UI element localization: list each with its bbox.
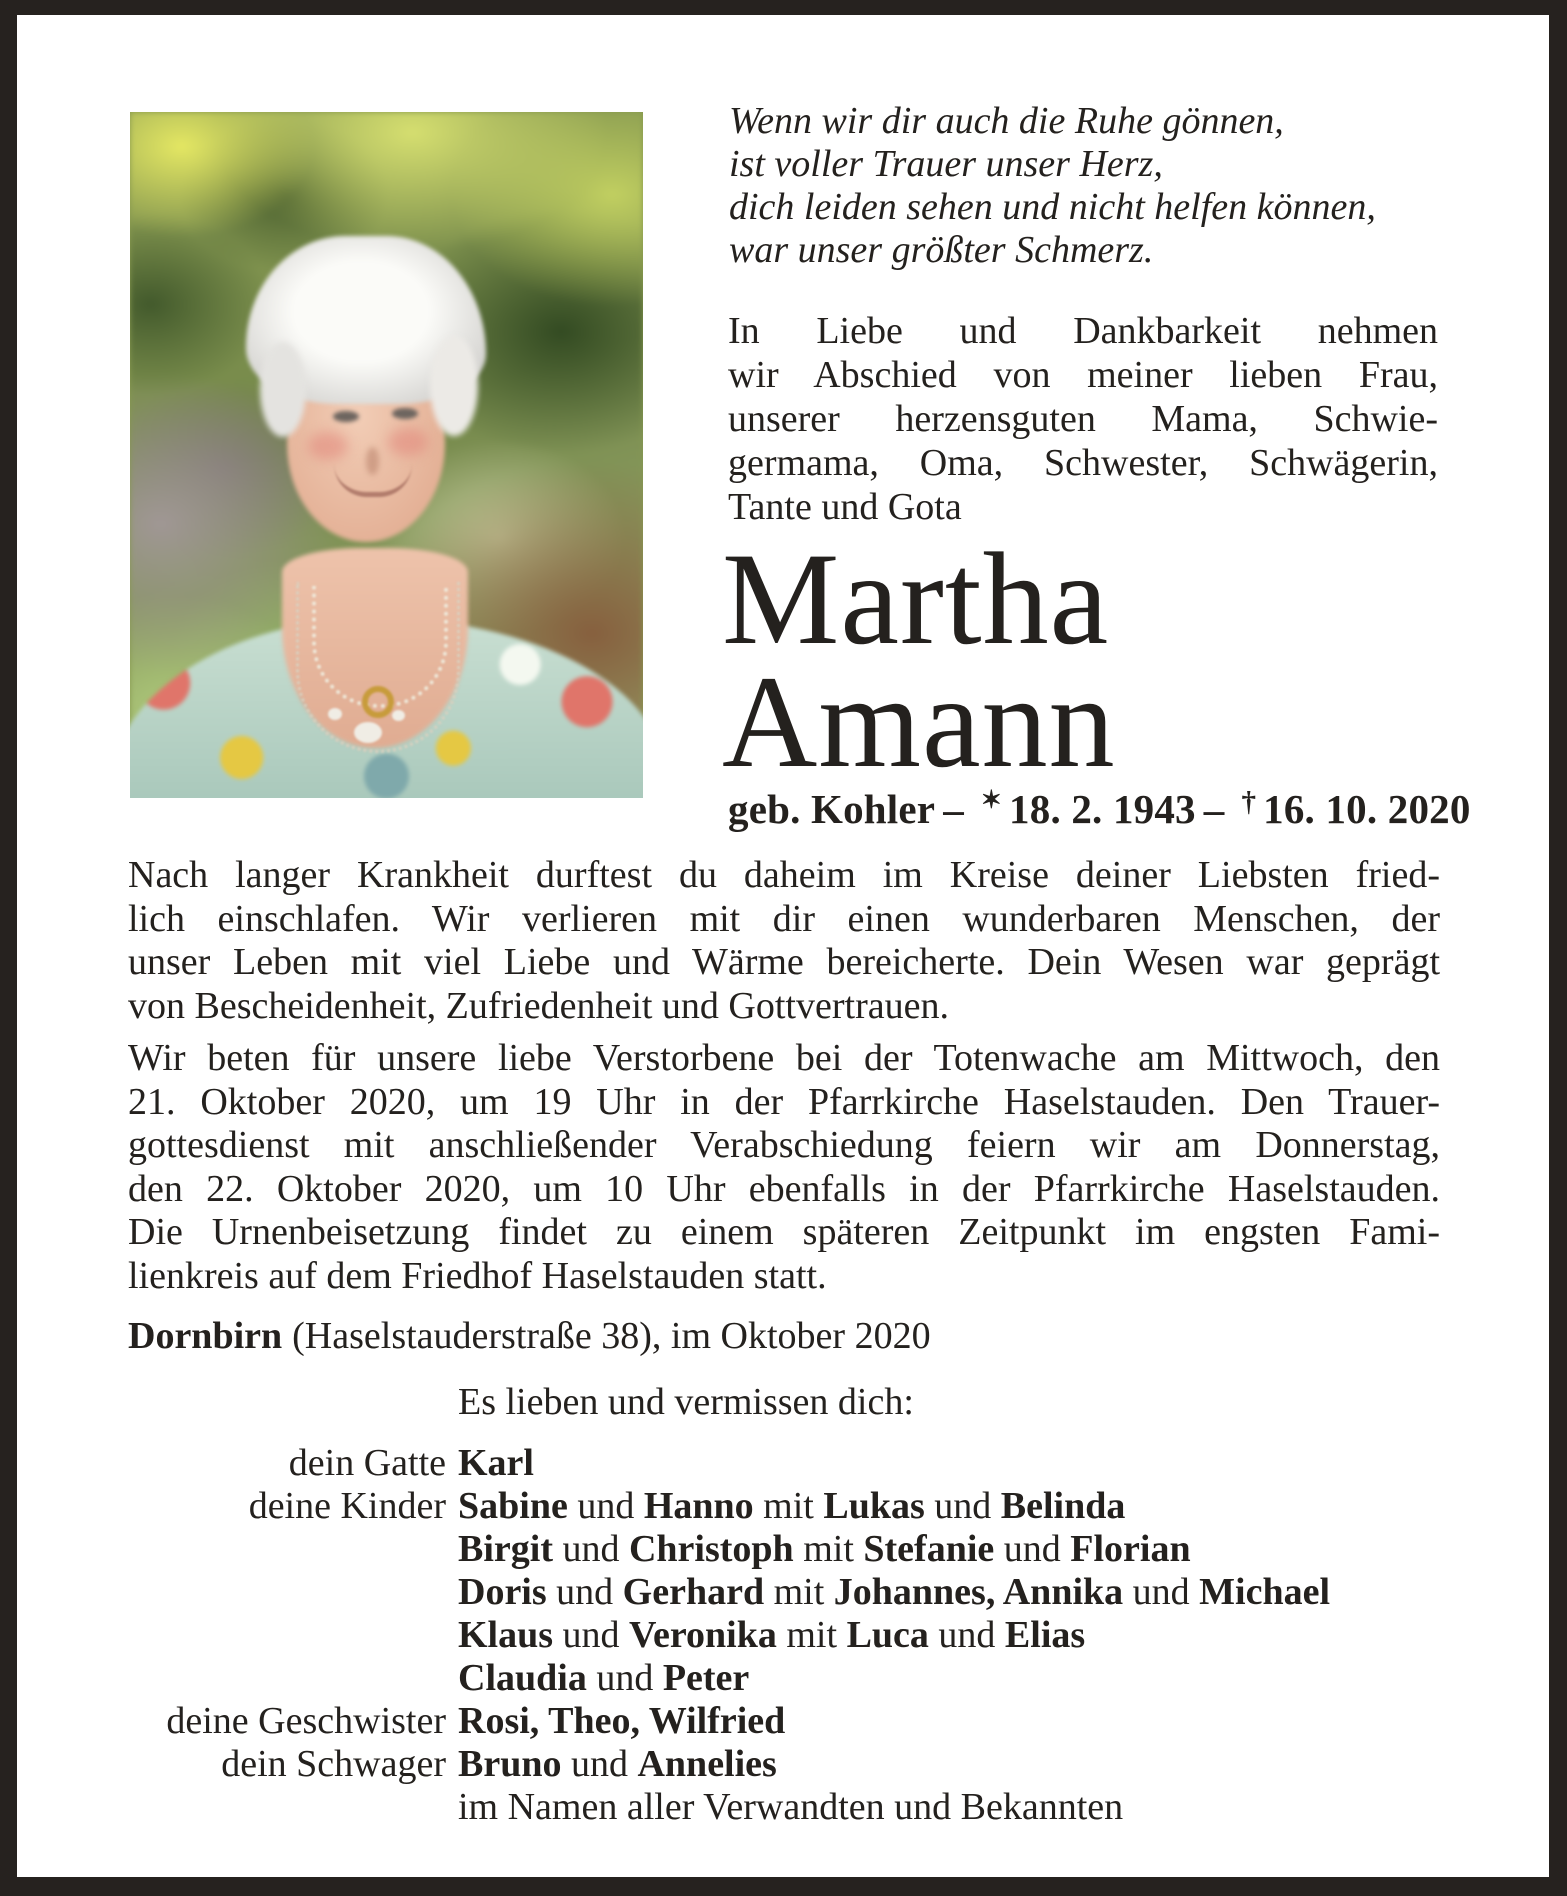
relative-names [458,1528,1191,1571]
relative-name: Gerhard [622,1571,765,1613]
connector-text: und [1123,1571,1200,1613]
relative-name: Christoph [628,1528,794,1570]
relationship-label: dein Gatte [288,1442,446,1484]
eulogy-paragraph [128,854,1440,1028]
connector-text: mit [776,1614,847,1656]
relative-name: Hanno [643,1485,754,1527]
death-date: 16. 10. 2020 [1263,786,1471,832]
mourning-poem [729,100,1443,272]
connector-text: mit [764,1571,834,1613]
birth-star-icon: ✶ [980,787,1003,814]
relative-name: Klaus [458,1614,554,1656]
photo-eye [333,411,359,422]
text-line: germama, Oma, Schwester, Schwägerin, [728,442,1438,484]
relative-name: Luca [846,1614,929,1656]
text-line: unserer herzensguten Mama, Schwie- [728,398,1438,440]
death-dagger-icon: † [1241,786,1257,818]
relative-name: Karl [458,1442,534,1484]
photo-cheek [388,428,428,456]
dash-separator: – [1203,786,1225,832]
relationship-label [116,1528,446,1571]
photo-pearl [392,710,405,721]
deceased-first-name: Martha [722,525,1110,672]
connector-text: und [586,1657,663,1699]
relative-name: Bruno [458,1743,562,1785]
farewell-intro [728,309,1438,529]
text-line: lienkreis auf dem Friedhof Haselstauden statt. [128,1254,827,1297]
relationship-label [116,1571,446,1614]
text-line: Nach langer Krankheit durftest du daheim im Kreise deiner Liebsten fried- [128,854,1440,896]
connector-text: und [552,1528,629,1570]
photo-cheek [308,432,348,460]
connector-text: und [994,1528,1071,1570]
text-line: dich leiden sehen und nicht helfen können, [729,186,1376,228]
relative-names [458,1571,1330,1614]
relationship-label [116,1614,446,1657]
photo-pearl [328,708,342,720]
relative-names [458,1614,1085,1657]
photo-hair-side [260,342,306,437]
family-row [116,1571,1456,1614]
relative-name: Doris [458,1571,547,1613]
connector-text: und [546,1571,623,1613]
connector-text: im Namen aller Verwandten und Bekannten [458,1786,1124,1828]
text-line: wir Abschied von meiner lieben Frau, [728,354,1438,396]
text-line: lich einschlafen. Wir verlieren mit dir einen wunderbaren Menschen, der [128,897,1440,940]
family-row [116,1442,1456,1485]
connector-text: und [924,1485,1001,1527]
text-line: 21. Oktober 2020, um 19 Uhr in der Pfarrkirche Haselstauden. Den Trauer- [128,1080,1440,1123]
connector-text: und [553,1614,630,1656]
family-row [116,1786,1456,1829]
relative-name: Elias [1004,1614,1086,1656]
relative-name: Florian [1070,1528,1191,1570]
address-and-month: (Haselstauderstraße 38), im Oktober 2020 [292,1315,931,1357]
connector-text: und [561,1743,638,1785]
relative-names [458,1442,534,1485]
deceased-name [722,525,1116,795]
relationship-label: deine Kinder [248,1485,446,1527]
family-row [116,1700,1456,1743]
connector-text: mit [793,1528,864,1570]
relative-name: Annelies [637,1743,777,1785]
text-line: Die Urnenbeisetzung findet zu einem späteren Zeitpunkt im engsten Fami- [128,1211,1440,1253]
relative-name: Rosi, Theo, Wilfried [458,1700,786,1742]
relationship-label: dein Schwager [221,1743,446,1785]
relative-name: Peter [662,1657,750,1699]
relative-name: Belinda [1000,1485,1126,1527]
relationship-label: deine Geschwister [166,1700,446,1742]
portrait-photo [130,112,643,798]
service-details-paragraph [128,1037,1440,1298]
text-line: den 22. Oktober 2020, um 10 Uhr ebenfalls in der Pfarrkirche Haselstauden. [128,1167,1440,1210]
text-line: gottesdienst mit anschließender Verabschiedung feiern wir am Donnerstag, [128,1124,1440,1166]
birth-date: 18. 2. 1943 [1009,786,1196,832]
relative-name: Birgit [458,1528,553,1570]
relative-name: Lukas [823,1485,925,1527]
family-row [116,1614,1456,1657]
relative-names [458,1786,1123,1829]
relative-names [458,1485,1125,1528]
relationship-label [116,1657,446,1700]
photo-hair-side [430,336,478,436]
family-list [116,1442,1456,1829]
family-row [116,1485,1456,1528]
connector-text: mit [753,1485,824,1527]
family-row [116,1743,1456,1786]
relative-name: Sabine [458,1485,568,1527]
city-name: Dornbirn [128,1315,283,1357]
photo-pearl [354,722,382,743]
dash-separator: – [943,786,964,832]
text-line: Wenn wir dir auch die Ruhe gönnen, [729,100,1284,142]
relative-names [458,1743,777,1786]
text-line: Tante und Gota [728,486,962,528]
relative-names [458,1657,749,1700]
family-row [116,1528,1456,1571]
closing-line: Es lieben und vermissen dich: [458,1381,914,1423]
place-date-line [128,1314,931,1358]
photo-eye [392,408,418,419]
relative-name: Johannes, Annika [833,1571,1124,1613]
relative-name: Stefanie [863,1528,995,1570]
text-line: war unser größter Schmerz. [729,229,1154,271]
text-line: In Liebe und Dankbarkeit nehmen [728,310,1438,352]
connector-text: und [928,1614,1005,1656]
deceased-last-name: Amann [722,648,1116,795]
relationship-label [116,1786,446,1829]
text-line: Wir beten für unsere liebe Verstorbene bei der Totenwache am Mittwoch, den [128,1037,1440,1079]
family-row [116,1657,1456,1700]
birth-death-line [728,785,1471,833]
relative-names [458,1700,785,1743]
text-line: unser Leben mit viel Liebe und Wärme bereicherte. Dein Wesen war geprägt [128,941,1440,983]
connector-text: und [567,1485,644,1527]
maiden-name: geb. Kohler [728,786,936,832]
photo-ring-pendant [362,686,394,718]
text-line: ist voller Trauer unser Herz, [729,143,1163,185]
text-line: von Bescheidenheit, Zufriedenheit und Gottvertrauen. [128,984,949,1027]
relative-name: Michael [1199,1571,1331,1613]
relative-name: Claudia [458,1657,587,1699]
relative-name: Veronika [629,1614,777,1656]
